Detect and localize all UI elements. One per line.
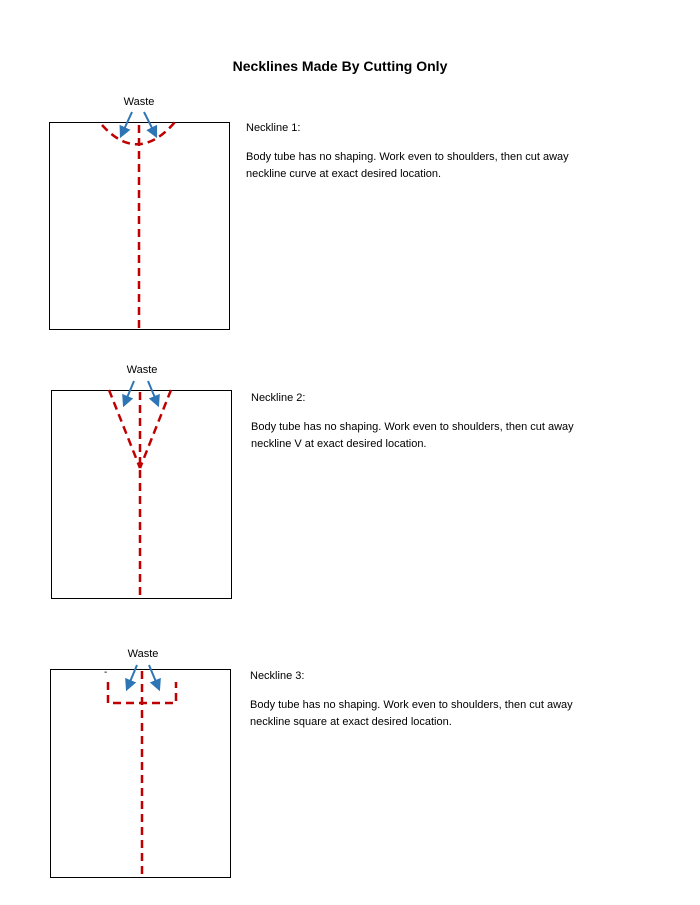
neckline-1-description: Body tube has no shaping. Work even to shoulders, then cut away neckline curve at exact desired location.: [246, 151, 569, 180]
waste-arrow-left-icon: [127, 665, 137, 689]
neckline-1-heading: Neckline 1:: [246, 122, 301, 134]
waste-label-3: Waste: [127, 648, 159, 660]
waste-arrow-right-icon: [149, 665, 159, 689]
neckline-2-description: Body tube has no shaping. Work even to shoulders, then cut away neckline V at exact desired location.: [251, 421, 574, 450]
neckline-3-text: [250, 668, 610, 731]
neckline-3-heading: Neckline 3:: [250, 670, 305, 682]
neckline-3-description: Body tube has no shaping. Work even to shoulders, then cut away neckline square at exact desired location.: [250, 699, 573, 728]
waste-label-1: Waste: [123, 96, 155, 108]
waste-label-2: Waste: [126, 364, 158, 376]
neckline-2-heading: Neckline 2:: [251, 392, 306, 404]
page-title: Necklines Made By Cutting Only: [232, 58, 448, 74]
stray-mark: -: [104, 667, 108, 678]
body-tube-3: [51, 670, 231, 878]
